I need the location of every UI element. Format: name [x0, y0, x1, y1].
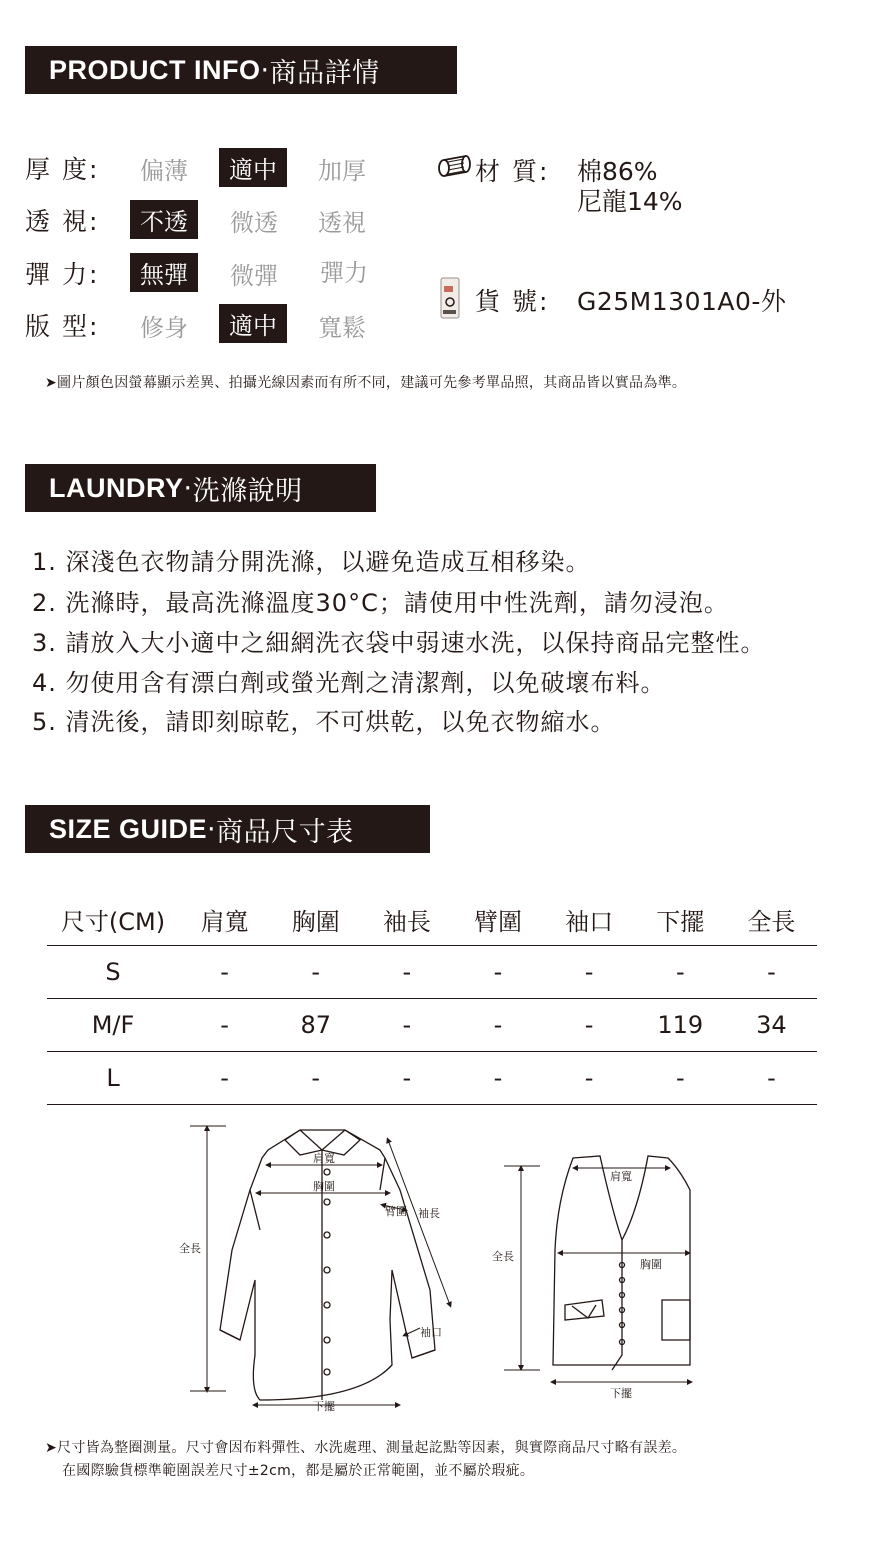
vest-shoulder-label: 肩寬	[610, 1170, 632, 1183]
table-cell: -	[270, 1052, 361, 1105]
table-cell: -	[544, 946, 635, 999]
sku-label: 貨 號:	[475, 287, 550, 316]
diagram-hem-label: 下擺	[313, 1400, 335, 1413]
option-thick: 加厚	[318, 157, 366, 185]
diagram-sleeve-label: 袖長	[418, 1207, 440, 1220]
table-cell: L	[47, 1052, 179, 1105]
table-row	[47, 946, 817, 999]
vest-chest-label: 胸圍	[640, 1258, 662, 1271]
diagram-shoulder-label: 肩寬	[313, 1152, 335, 1165]
table-cell: -	[361, 999, 452, 1052]
diagram-chest-label: 胸圍	[313, 1180, 335, 1193]
laundry-item: 5. 清洗後，請即刻晾乾，不可烘乾，以免衣物縮水。	[32, 708, 616, 736]
vest-measure-lines	[504, 1166, 690, 1382]
product-info-title-en: PRODUCT INFO	[49, 54, 261, 85]
laundry-title-sep: ·	[183, 472, 193, 504]
table-cell: -	[270, 946, 361, 999]
size-guide-header	[25, 805, 430, 853]
size-table-header-row	[47, 893, 817, 946]
table-cell: -	[361, 946, 452, 999]
product-info-header	[25, 46, 457, 94]
laundry-header	[25, 464, 376, 512]
vest-hem-label: 下擺	[610, 1387, 632, 1400]
table-row	[47, 999, 817, 1052]
option-slight-stretch: 微彈	[230, 262, 278, 290]
row-label-fit: 版 型:	[25, 312, 100, 341]
material-cotton: 棉86%	[577, 157, 658, 186]
option-loose: 寬鬆	[318, 314, 366, 342]
header-cuff: 袖口	[544, 893, 635, 946]
shirt-measure-lines	[190, 1126, 450, 1405]
sku-value: G25M1301A0-外	[577, 287, 787, 316]
option-thin: 偏薄	[140, 157, 188, 185]
diagram-length-label: 全長	[179, 1242, 201, 1255]
table-cell: -	[726, 1052, 817, 1105]
vest-drawing	[553, 1156, 690, 1370]
laundry-title-zh: 洗滌說明	[192, 475, 303, 507]
table-cell: 119	[635, 999, 726, 1052]
table-cell: -	[179, 999, 270, 1052]
material-nylon: 尼龍14%	[577, 187, 683, 216]
size-guide-title-en: SIZE GUIDE	[49, 813, 208, 844]
table-cell: -	[544, 999, 635, 1052]
header-size: 尺寸(CM)	[47, 893, 179, 946]
table-row	[47, 1052, 817, 1105]
size-note-2: 在國際驗貨標準範圍誤差尺寸±2cm，都是屬於正常範圍，並不屬於瑕疵。	[62, 1463, 535, 1479]
table-cell: -	[452, 999, 543, 1052]
option-slightly-sheer: 微透	[230, 209, 278, 237]
size-table	[47, 893, 817, 1105]
table-cell: M/F	[47, 999, 179, 1052]
header-chest: 胸圍	[270, 893, 361, 946]
option-opaque-selected: 不透	[130, 200, 198, 239]
table-cell: -	[726, 946, 817, 999]
product-info-title-zh: 商品詳情	[269, 57, 380, 89]
table-cell: -	[635, 946, 726, 999]
laundry-title-en: LAUNDRY	[49, 472, 184, 503]
table-cell: -	[179, 1052, 270, 1105]
table-cell: -	[452, 1052, 543, 1105]
option-regular-selected: 適中	[219, 304, 287, 343]
row-label-sheer: 透 視:	[25, 207, 100, 236]
laundry-item: 4. 勿使用含有漂白劑或螢光劑之清潔劑，以免破壞布料。	[32, 669, 666, 697]
hang-tag-icon	[438, 276, 464, 320]
header-arm: 臂圍	[452, 893, 543, 946]
table-cell: 34	[726, 999, 817, 1052]
product-info-title-sep: ·	[260, 54, 270, 86]
option-medium-selected: 適中	[219, 148, 287, 187]
laundry-item: 1. 深淺色衣物請分開洗滌，以避免造成互相移染。	[32, 548, 591, 576]
vest-length-label: 全長	[492, 1250, 514, 1263]
table-cell: -	[452, 946, 543, 999]
size-guide-title-sep: ·	[207, 813, 217, 845]
row-label-thickness: 厚 度:	[25, 155, 100, 184]
table-cell: -	[635, 1052, 726, 1105]
size-note-1: ➤尺寸皆為整圈測量。尺寸會因布料彈性、水洗處理、測量起訖點等因素，與實際商品尺寸略有誤差。	[45, 1440, 687, 1456]
header-length: 全長	[726, 893, 817, 946]
option-slim: 修身	[140, 314, 188, 342]
laundry-item: 2. 洗滌時，最高洗滌溫度30°C；請使用中性洗劑，請勿浸泡。	[32, 589, 729, 617]
shirt-drawing	[220, 1130, 435, 1400]
header-sleeve: 袖長	[361, 893, 452, 946]
option-stretch: 彈力	[320, 259, 368, 287]
measurement-diagram	[0, 1110, 875, 1420]
size-guide-title-zh: 商品尺寸表	[216, 816, 354, 848]
material-label: 材 質:	[475, 157, 550, 186]
header-shoulder: 肩寬	[179, 893, 270, 946]
row-label-stretch: 彈 力:	[25, 260, 100, 289]
table-cell: 87	[270, 999, 361, 1052]
diagram-arm-label: 臂圍	[385, 1205, 407, 1218]
table-cell: S	[47, 946, 179, 999]
table-cell: -	[361, 1052, 452, 1105]
laundry-item: 3. 請放入大小適中之細網洗衣袋中弱速水洗，以保持商品完整性。	[32, 629, 766, 657]
table-cell: -	[544, 1052, 635, 1105]
option-no-stretch-selected: 無彈	[130, 253, 198, 292]
color-disclaimer: ➤圖片顏色因螢幕顯示差異、拍攝光線因素而有所不同，建議可先參考單品照，其商品皆以實品為準。	[45, 375, 687, 391]
table-cell: -	[179, 946, 270, 999]
diagram-cuff-label: 袖口	[420, 1326, 442, 1339]
fabric-roll-icon	[436, 152, 472, 182]
header-hem: 下擺	[635, 893, 726, 946]
option-sheer: 透視	[318, 209, 366, 237]
